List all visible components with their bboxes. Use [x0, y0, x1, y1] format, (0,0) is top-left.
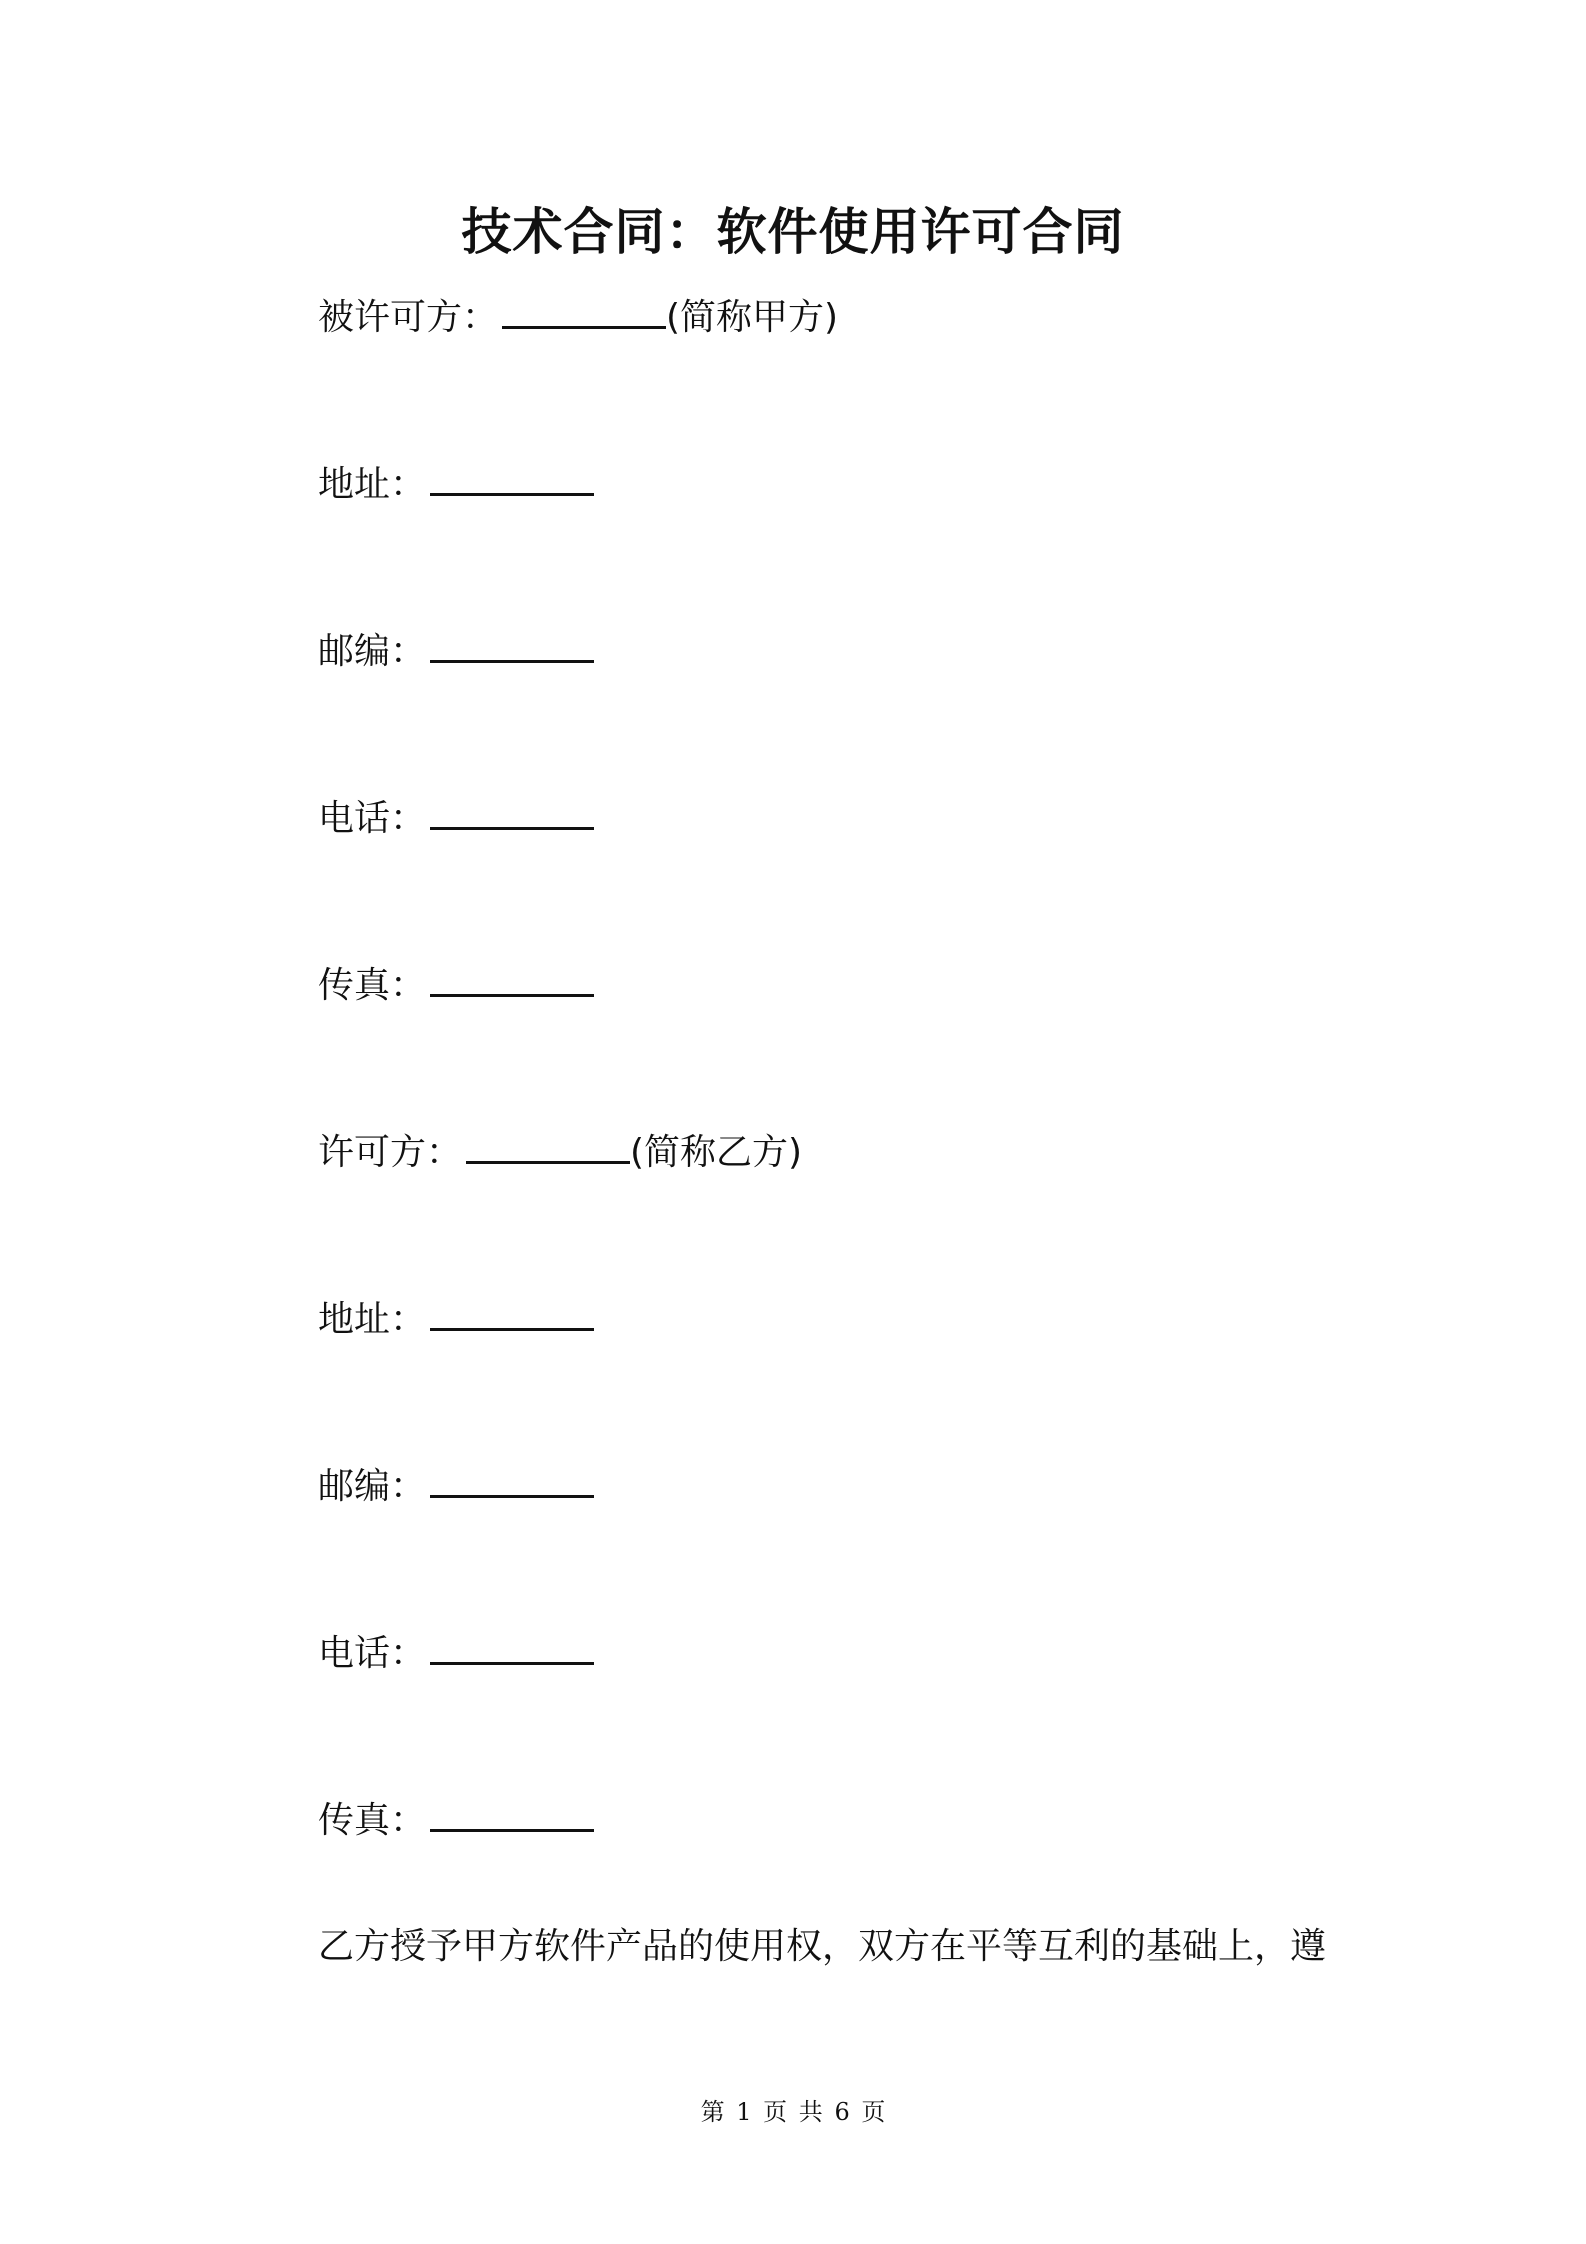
fax-blank [430, 1799, 594, 1832]
party-b-line [318, 1131, 802, 1175]
party-b-fax-line [318, 1799, 594, 1843]
address-blank [430, 463, 594, 496]
field-label: 邮编： [318, 631, 427, 672]
body-paragraph: 乙方授予甲方软件产品的使用权，双方在平等互利的基础上，遵 [318, 1926, 1327, 1967]
party-a-phone-line [318, 797, 594, 841]
party-b-phone-line [318, 1632, 594, 1676]
party-a-line [318, 296, 838, 340]
phone-blank [430, 1632, 594, 1665]
field-label: 邮编： [318, 1466, 427, 1507]
field-label: 传真： [318, 1800, 427, 1841]
field-label: 地址： [318, 464, 427, 505]
party-a-label: 被许可方： [318, 297, 499, 338]
fax-blank [430, 964, 594, 997]
field-label: 电话： [318, 1633, 427, 1674]
party-b-label: 许可方： [318, 1132, 463, 1173]
document-title: 技术合同：软件使用许可合同 [461, 202, 1125, 261]
address-blank [430, 1298, 594, 1331]
postcode-blank [430, 1465, 594, 1498]
party-b-abbr: (简称乙方) [630, 1132, 803, 1173]
party-a-name-blank [502, 296, 666, 329]
party-b-address-line [318, 1298, 594, 1342]
phone-blank [430, 797, 594, 830]
party-a-fax-line [318, 964, 594, 1008]
party-a-address-line [318, 463, 594, 507]
party-a-postcode-line [318, 630, 594, 674]
field-label: 地址： [318, 1299, 427, 1340]
page-footer: 第 1 页 共 6 页 [700, 2098, 886, 2126]
party-b-postcode-line [318, 1465, 594, 1509]
party-b-name-blank [466, 1131, 630, 1164]
field-label: 电话： [318, 798, 427, 839]
postcode-blank [430, 630, 594, 663]
field-label: 传真： [318, 965, 427, 1006]
party-a-abbr: (简称甲方) [666, 297, 839, 338]
